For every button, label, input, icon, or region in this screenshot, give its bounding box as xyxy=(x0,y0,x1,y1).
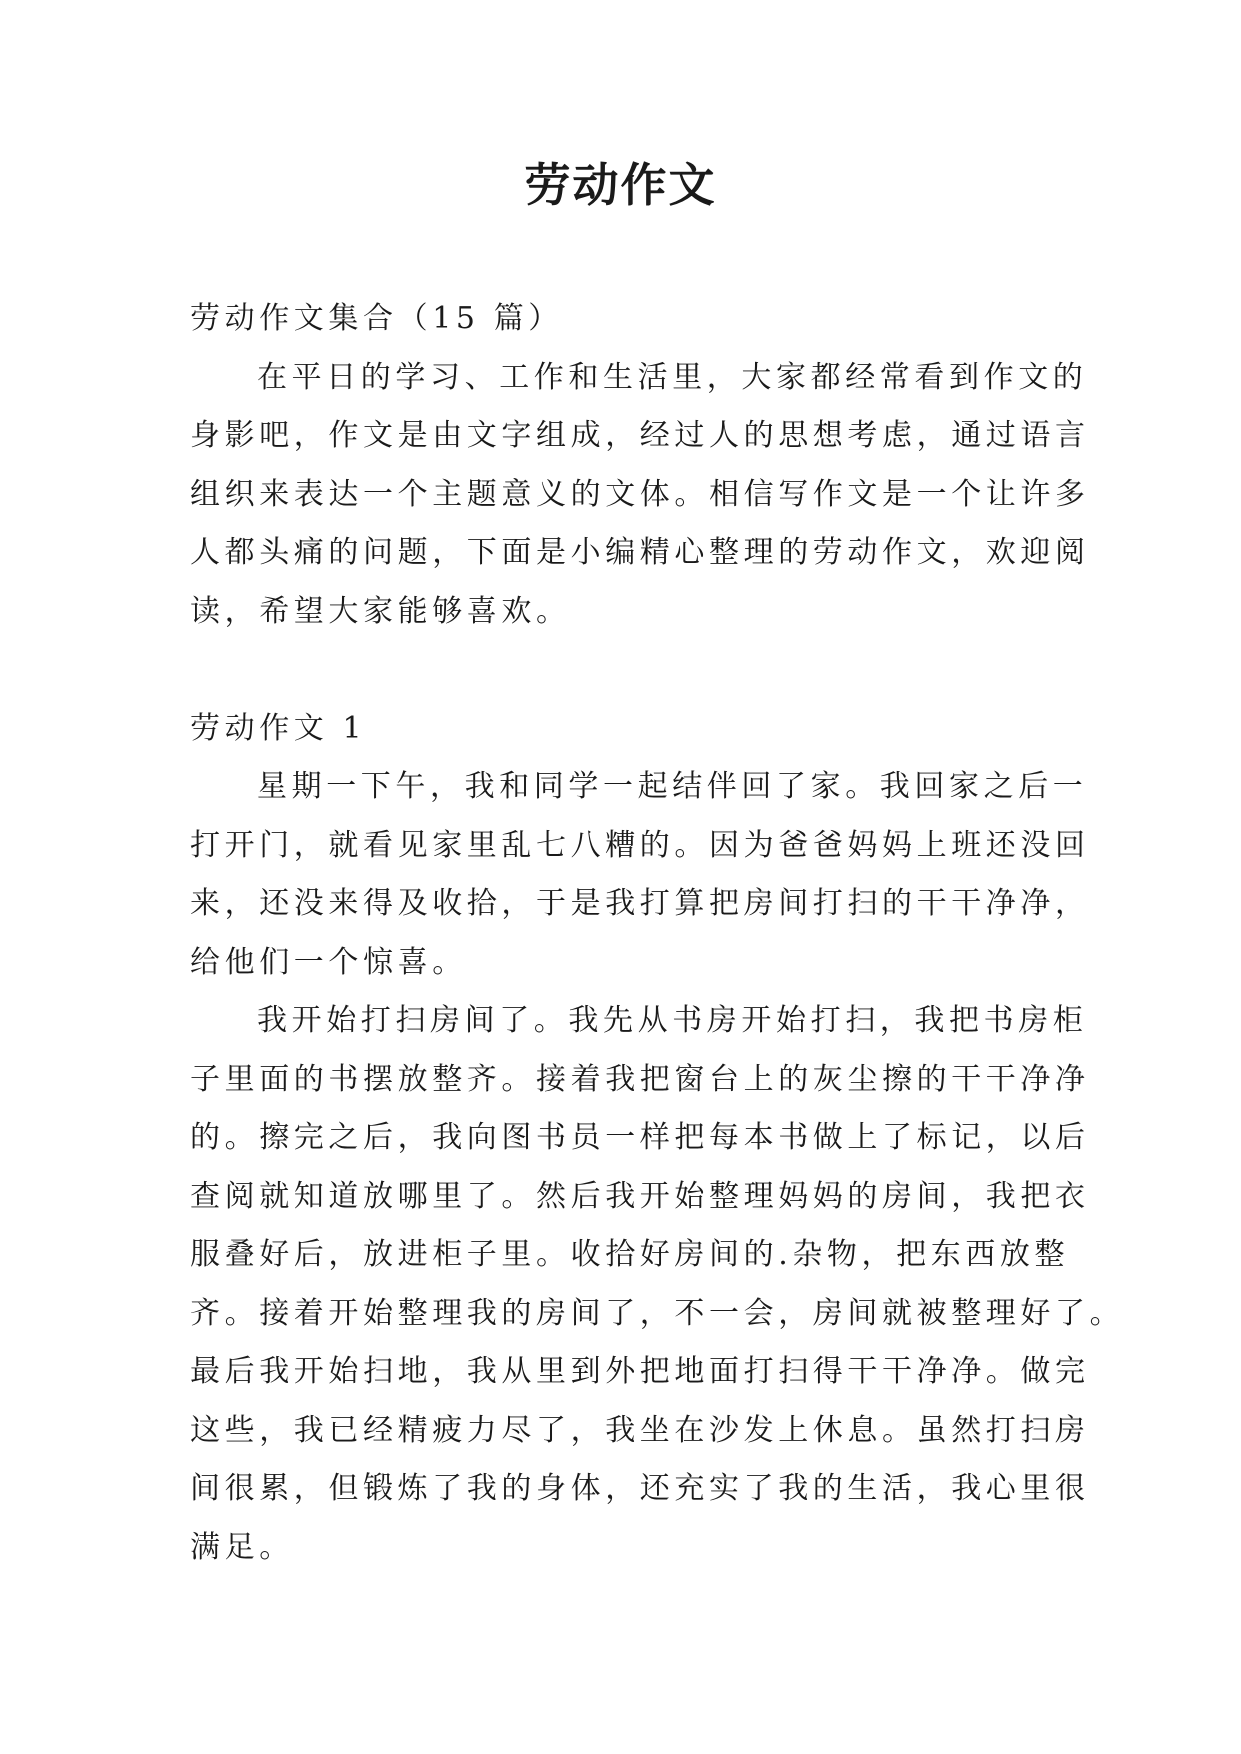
essay-line: 的。擦完之后，我向图书员一样把每本书做上了标记，以后 xyxy=(190,1120,1090,1155)
document-title: 劳动作文 xyxy=(524,158,717,212)
essay-line: 来，还没来得及收拾，于是我打算把房间打扫的干干净净， xyxy=(190,886,1090,921)
essay-line: 给他们一个惊喜。 xyxy=(190,944,467,980)
intro-line: 组织来表达一个主题意义的文体。相信写作文是一个让许多 xyxy=(190,476,1090,512)
essay-line: 查阅就知道放哪里了。然后我开始整理妈妈的房间，我把衣 xyxy=(190,1178,1090,1214)
essay-line: 齐。接着开始整理我的房间了，不一会，房间就被整理好了。 xyxy=(190,1295,1125,1331)
intro-paragraph xyxy=(190,349,1090,642)
intro-line: 在平日的学习、工作和生活里，大家都经常看到作文的 xyxy=(257,359,1088,395)
intro-line: 读，希望大家能够喜欢。 xyxy=(190,593,571,629)
essay-line: 子里面的书摆放整齐。接着我把窗台上的灰尘擦的干干净净 xyxy=(190,1061,1090,1097)
essay-paragraph-1 xyxy=(190,758,1090,992)
essay-line: 最后我开始扫地，我从里到外把地面打扫得干干净净。做完 xyxy=(190,1354,1090,1389)
essay-line: 打开门，就看见家里乱七八糟的。因为爸爸妈妈上班还没回 xyxy=(190,827,1090,863)
document-body xyxy=(190,290,1125,1577)
collection-subtitle: 劳动作文集合（15 篇） xyxy=(190,301,563,336)
essay-line: 满足。 xyxy=(190,1529,294,1565)
essay-line: 服叠好后，放进柜子里。收拾好房间的.杂物，把东西放整 xyxy=(190,1237,1070,1272)
essay-line: 我开始打扫房间了。我先从书房开始打扫，我把书房柜 xyxy=(257,1003,1088,1038)
essay-heading: 劳动作文 1 xyxy=(190,710,367,746)
essay-line: 这些，我已经精疲力尽了，我坐在沙发上休息。虽然打扫房 xyxy=(190,1412,1090,1448)
essay-line: 间很累，但锻炼了我的身体，还充实了我的生活，我心里很 xyxy=(190,1471,1090,1506)
intro-line: 人都头痛的问题，下面是小编精心整理的劳动作文，欢迎阅 xyxy=(190,535,1090,570)
intro-line: 身影吧，作文是由文字组成，经过人的思想考虑，通过语言 xyxy=(190,418,1090,453)
essay-line: 星期一下午，我和同学一起结伴回了家。我回家之后一 xyxy=(257,769,1088,804)
essay-paragraph-2 xyxy=(190,992,1125,1577)
section-spacer xyxy=(190,641,1062,700)
